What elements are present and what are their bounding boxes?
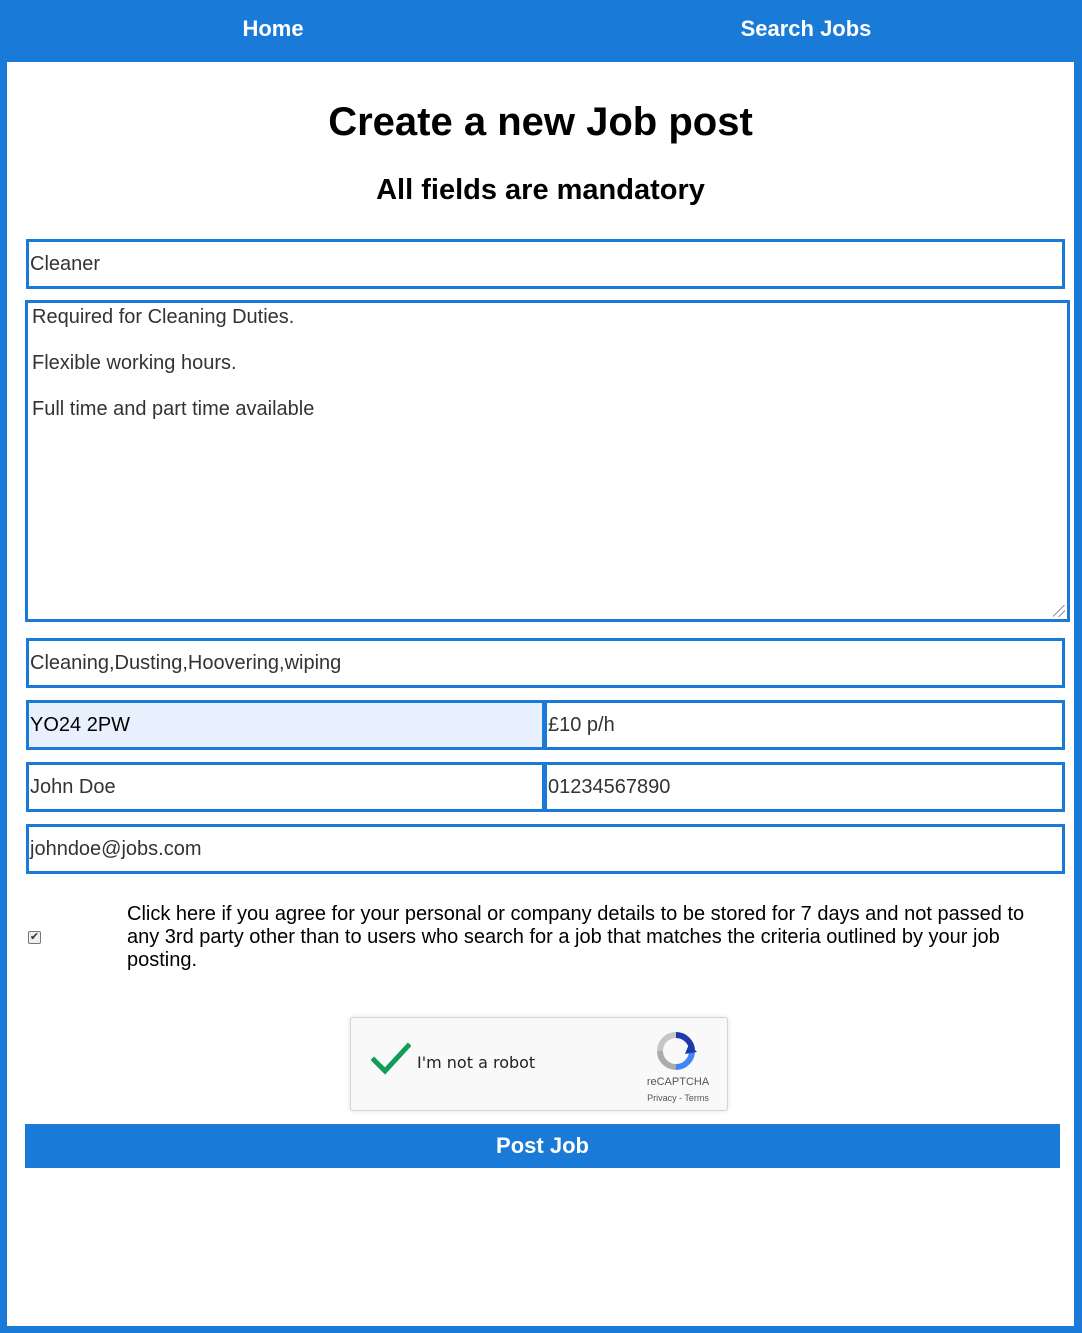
consent-label: Click here if you agree for your personal or company details to be stored for 7 days and not passed to any 3rd party other than to users who search for a job that matches the criteria outlined by your job posting. xyxy=(127,903,1025,971)
recaptcha-widget xyxy=(350,1017,728,1111)
navbar xyxy=(0,0,1082,60)
nav-search-jobs-link[interactable]: Search Jobs xyxy=(740,16,872,41)
recaptcha-logo-icon xyxy=(655,1030,697,1072)
description-line: Full time and part time available xyxy=(32,398,315,420)
captcha-label: I'm not a robot xyxy=(417,1053,536,1072)
pay-rate-input[interactable]: £10 p/h xyxy=(544,700,1065,750)
phone-input[interactable]: 01234567890 xyxy=(544,762,1065,812)
description-line: Required for Cleaning Duties. xyxy=(32,306,295,328)
job-description-textarea[interactable] xyxy=(25,300,1070,622)
checkmark-icon[interactable] xyxy=(371,1042,411,1078)
consent-checkbox[interactable]: ✔ xyxy=(29,931,40,943)
keywords-input[interactable]: Cleaning,Dusting,Hoovering,wiping xyxy=(26,638,1065,688)
captcha-brand: reCAPTCHA xyxy=(646,1076,710,1088)
post-job-button[interactable]: Post Job xyxy=(25,1124,1060,1168)
page-subtitle: All fields are mandatory xyxy=(376,174,705,206)
page-title: Create a new Job post xyxy=(328,100,753,144)
postcode-input[interactable]: YO24 2PW xyxy=(26,700,545,750)
description-line: Flexible working hours. xyxy=(32,352,237,374)
captcha-privacy-terms-links[interactable]: Privacy - Terms xyxy=(647,1093,709,1103)
contact-name-input[interactable]: John Doe xyxy=(26,762,545,812)
resize-grip-icon[interactable] xyxy=(1053,605,1065,617)
email-input[interactable]: johndoe@jobs.com xyxy=(26,824,1065,874)
nav-home-link[interactable]: Home xyxy=(242,16,304,41)
main-content xyxy=(7,62,1074,1326)
job-title-input[interactable]: Cleaner xyxy=(26,239,1065,289)
